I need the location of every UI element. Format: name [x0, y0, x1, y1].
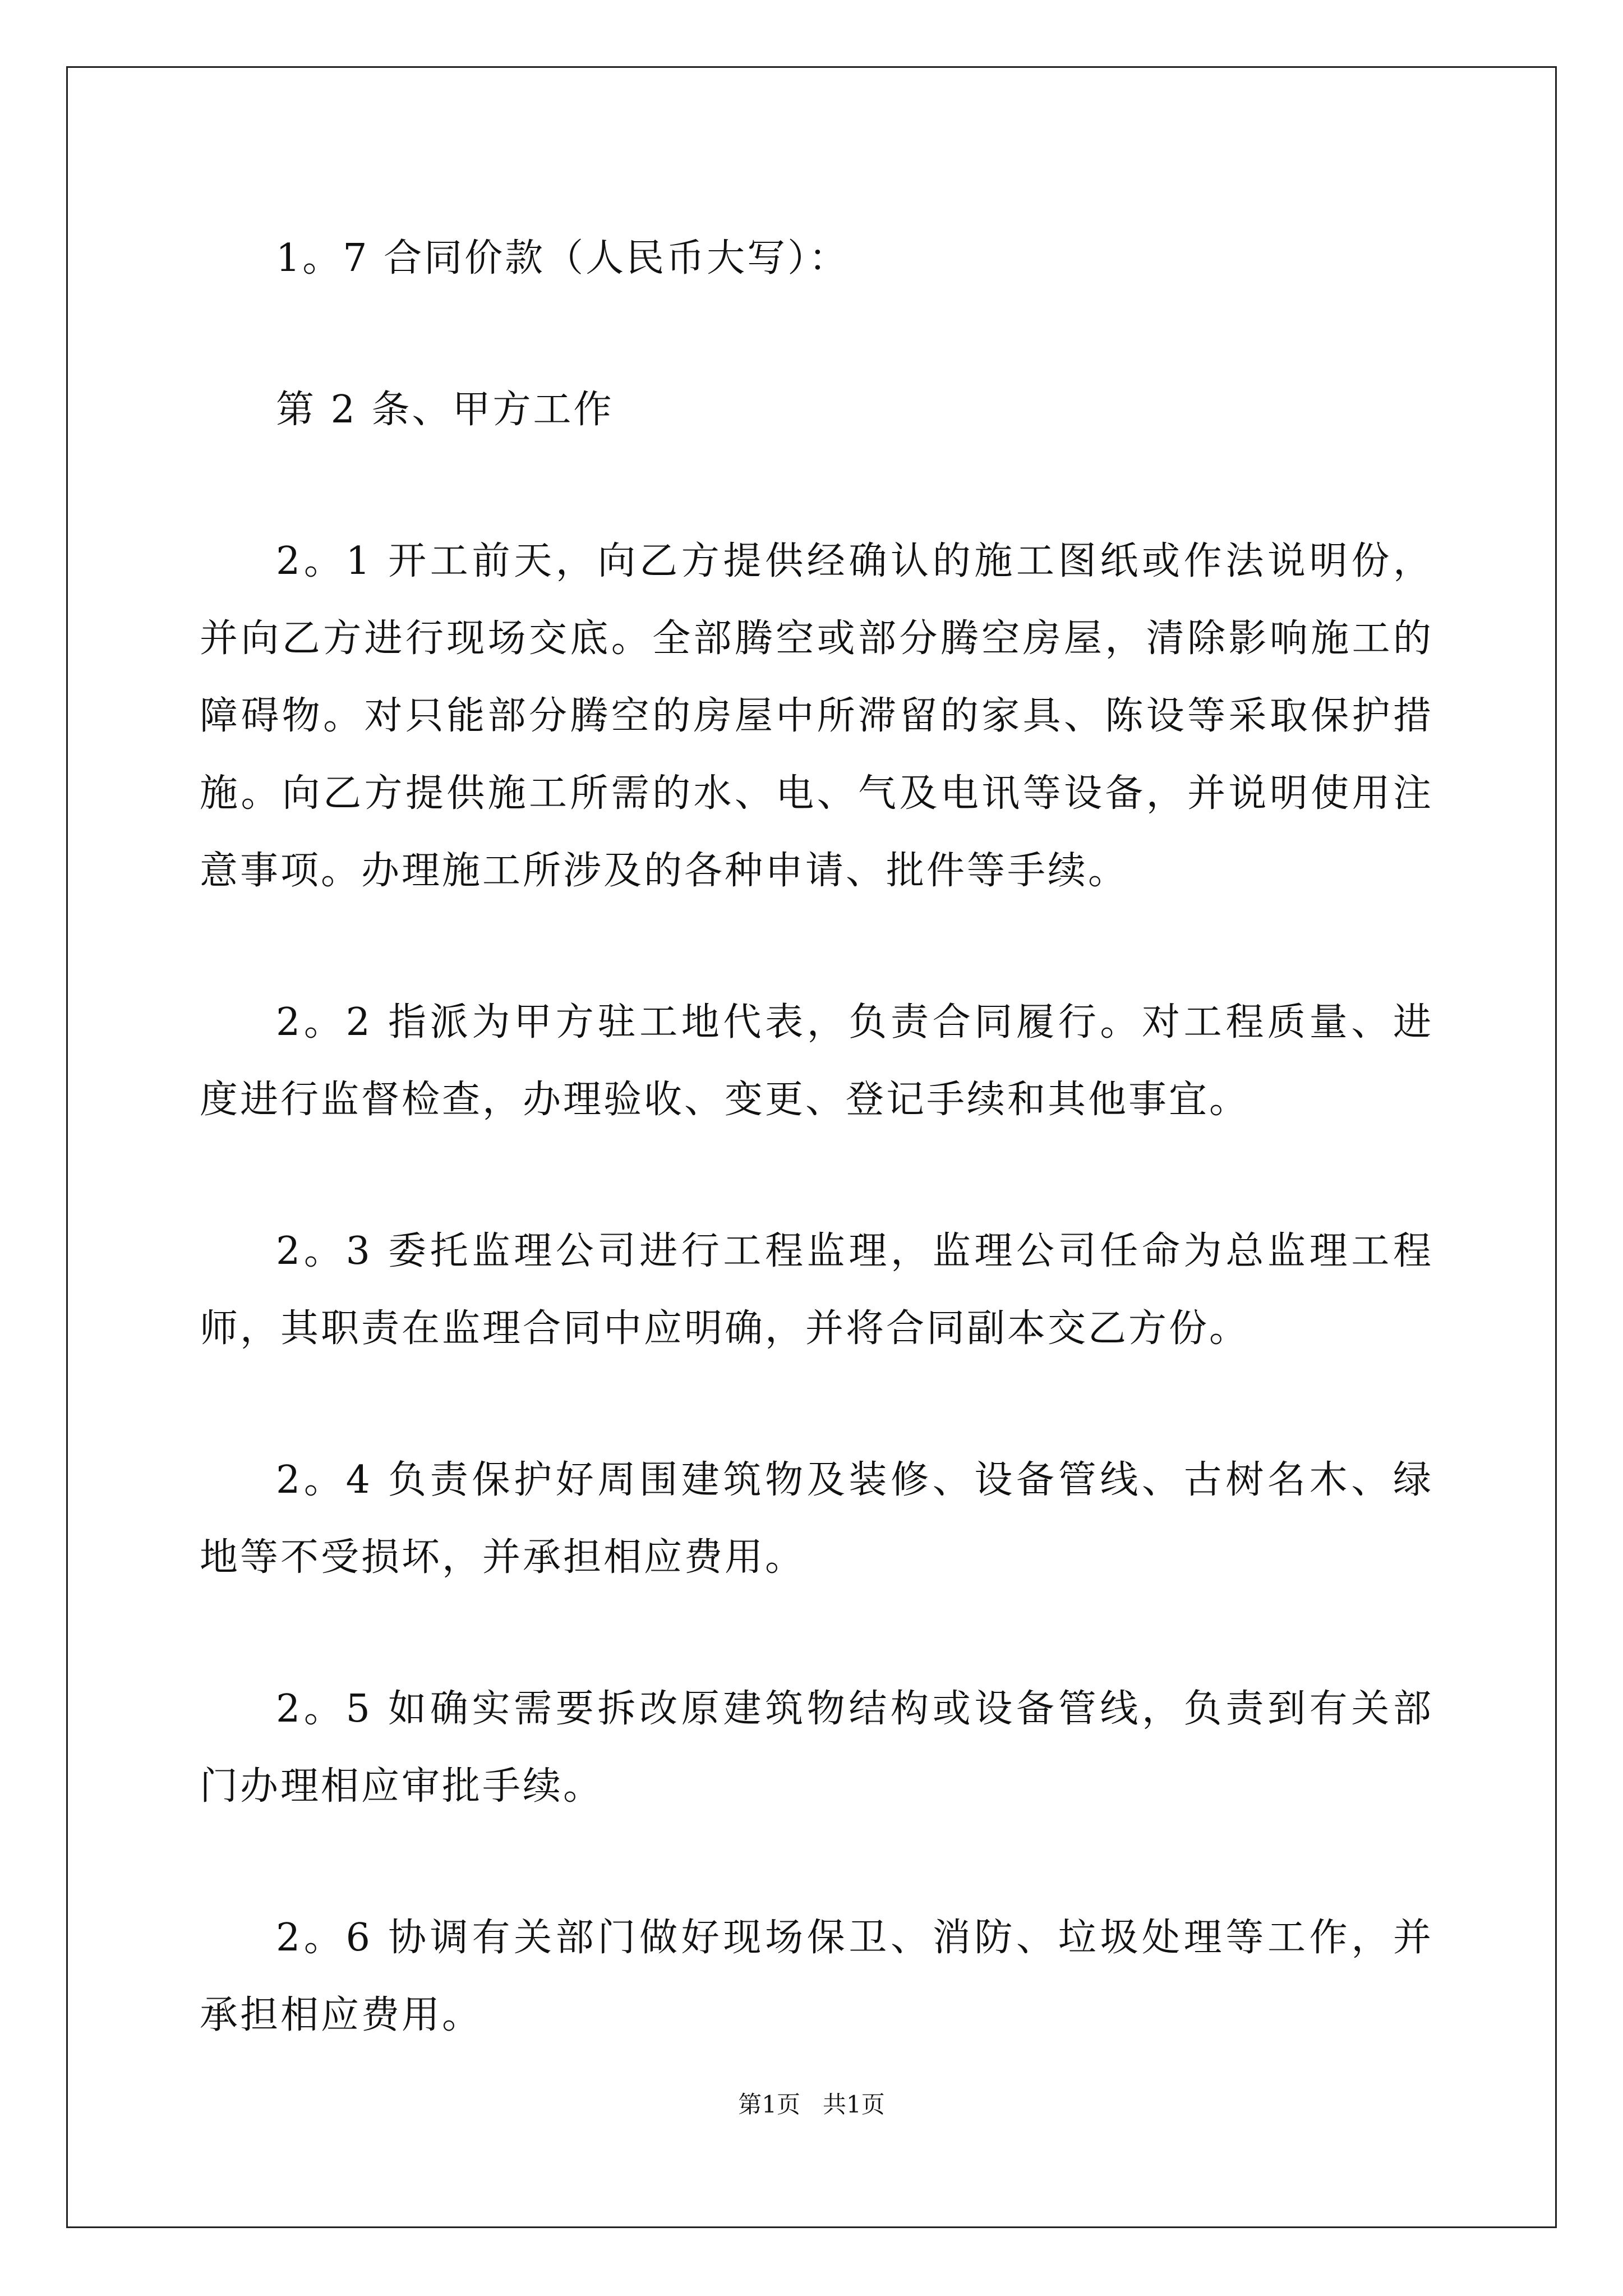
page-number-footer: 第1页 共1页	[738, 2091, 885, 2118]
paragraph-2-2: 2。2 指派为甲方驻工地代表，负责合同履行。对工程质量、进度进行监督检查，办理验收、变更、登记手续和其他事宜。	[200, 1000, 1433, 1122]
section-heading-party-a-work: 第 2 条、甲方工作	[276, 388, 614, 432]
paragraph-2-1: 2。1 开工前天，向乙方提供经确认的施工图纸或作法说明份，并向乙方进行现场交底。全部腾空或部分腾空房屋，清除影响施工的障碍物。对只能部分腾空的房屋中所滞留的家具、陈设等采取保护措施。向乙方提供施工所需的水、电、气及电讯等设备，并说明使用注意事项。办理施工所涉及的各种申请、批件等手续。	[200, 539, 1433, 893]
paragraph-2-3: 2。3 委托监理公司进行工程监理，监理公司任命为总监理工程师，其职责在监理合同中应明确，并将合同副本交乙方份。	[200, 1229, 1433, 1351]
paragraph-2-5: 2。5 如确实需要拆改原建筑物结构或设备管线，负责到有关部门办理相应审批手续。	[200, 1687, 1433, 1809]
document-body	[200, 220, 1433, 2054]
paragraph-2-4: 2。4 负责保护好周围建筑物及装修、设备管线、古树名木、绿地等不受损坏，并承担相应费用。	[200, 1458, 1433, 1580]
paragraph-contract-price: 1。7 合同价款（人民币大写）：	[276, 236, 850, 280]
paragraph-2-6: 2。6 协调有关部门做好现场保卫、消防、垃圾处理等工作，并承担相应费用。	[200, 1916, 1433, 2037]
